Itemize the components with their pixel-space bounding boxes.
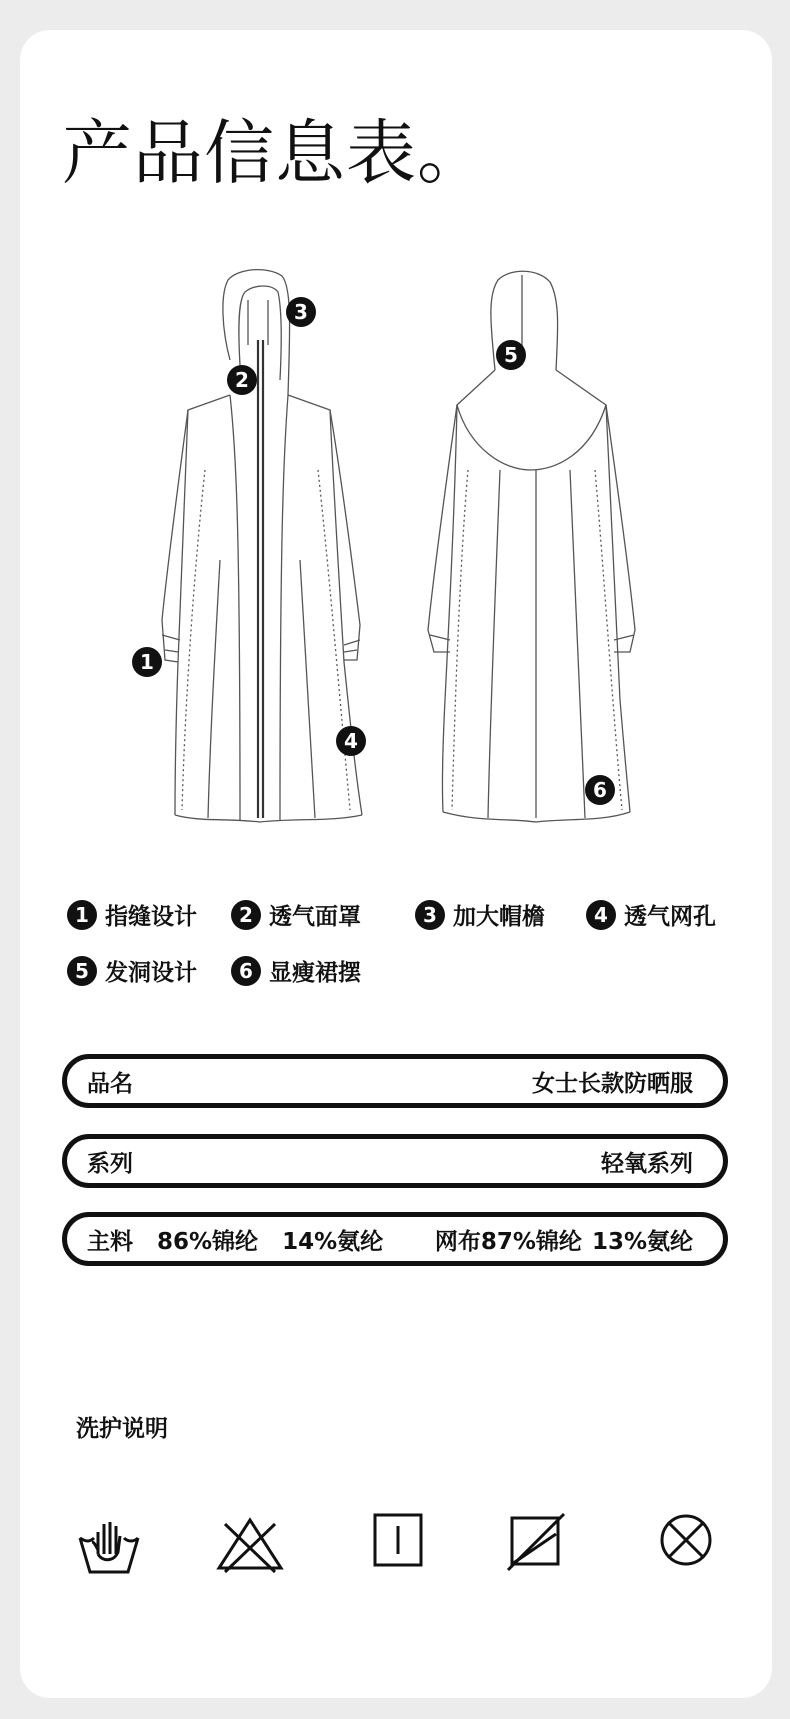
svg-text:2: 2 — [235, 368, 249, 392]
spec-material-main-1: 86%锦纶 — [157, 1228, 259, 1255]
feature-label-6: 显瘦裙摆 — [269, 960, 361, 986]
svg-text:5: 5 — [504, 343, 518, 367]
svg-text:4: 4 — [344, 729, 358, 753]
feature-item-3 — [415, 898, 545, 931]
line-dry-icon — [372, 1512, 424, 1568]
feature-item-1 — [67, 898, 197, 931]
spec-material-main-2: 14%氨纶 — [282, 1228, 384, 1255]
callout-badge-6 — [585, 775, 615, 805]
callout-badge-5 — [496, 340, 526, 370]
callout-badge-4 — [336, 726, 366, 756]
spec-value-series: 轻氧系列 — [601, 1150, 693, 1177]
spec-row-material — [62, 1212, 728, 1266]
hand-wash-icon — [76, 1512, 142, 1578]
feature-number-2: 2 — [231, 900, 261, 930]
back-view-drawing — [428, 271, 635, 822]
feature-item-5 — [67, 954, 197, 987]
spec-row-series — [62, 1134, 728, 1188]
do-not-dry-clean-icon — [658, 1512, 714, 1568]
feature-label-1: 指缝设计 — [105, 904, 197, 930]
feature-label-4: 透气网孔 — [624, 904, 716, 930]
svg-text:3: 3 — [294, 300, 308, 324]
feature-item-4 — [586, 898, 716, 931]
callout-badge-2 — [227, 365, 257, 395]
svg-text:1: 1 — [140, 650, 154, 674]
spec-material-mesh-2: 13%氨纶 — [591, 1228, 693, 1255]
spec-row-name — [62, 1054, 728, 1108]
callout-badge-3 — [286, 297, 316, 327]
feature-label-5: 发洞设计 — [105, 960, 197, 986]
feature-label-2: 透气面罩 — [269, 904, 361, 930]
spec-material-mesh-1: 网布87%锦纶 — [434, 1228, 582, 1255]
do-not-tumble-dry-icon — [506, 1512, 566, 1572]
feature-number-3: 3 — [415, 900, 445, 930]
spec-label-series: 系列 — [87, 1150, 133, 1177]
feature-number-5: 5 — [67, 956, 97, 986]
feature-item-2 — [231, 898, 361, 931]
do-not-bleach-icon — [215, 1512, 285, 1578]
spec-label-name: 品名 — [87, 1070, 133, 1097]
page-title: 产品信息表。 — [62, 112, 488, 194]
spec-label-material: 主料 — [87, 1228, 133, 1255]
feature-label-3: 加大帽檐 — [453, 904, 545, 930]
feature-number-6: 6 — [231, 956, 261, 986]
feature-number-4: 4 — [586, 900, 616, 930]
svg-text:6: 6 — [593, 778, 607, 802]
care-title: 洗护说明 — [76, 1416, 168, 1442]
spec-value-name: 女士长款防晒服 — [532, 1070, 693, 1097]
feature-item-6 — [231, 954, 361, 987]
callout-badge-1 — [132, 647, 162, 677]
feature-number-1: 1 — [67, 900, 97, 930]
